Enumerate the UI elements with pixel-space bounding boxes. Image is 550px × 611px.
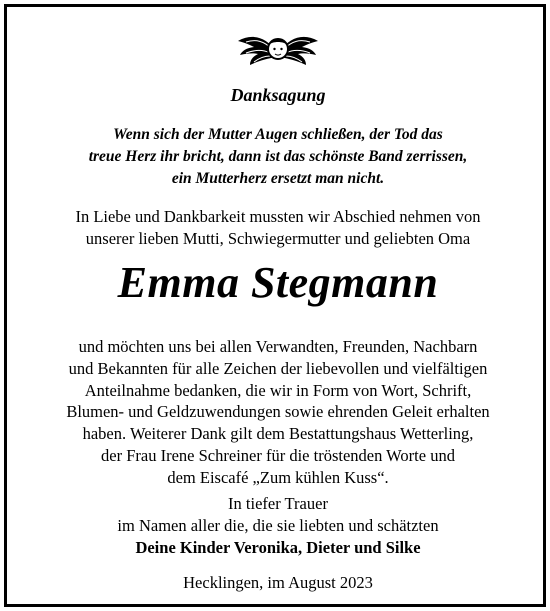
thanks-line: Anteilnahme bedanken, die wir in Form von Wort, Schrift, [84, 380, 472, 400]
intro-text [7, 206, 549, 250]
mourning-line: im Namen aller die, die sie liebten und schätzten [117, 516, 439, 535]
thanks-text [7, 336, 549, 489]
place-date: Hecklingen, im August 2023 [183, 573, 373, 592]
mourning-line: In tiefer Trauer [228, 494, 328, 513]
verse-line: ein Mutterherz ersetzt man nicht. [171, 170, 385, 187]
deceased-name: Emma Stegmann [117, 258, 439, 307]
thanks-line: der Frau Irene Schreiner für die tröstenden Worte und [101, 445, 455, 465]
thanks-line: und Bekannten für alle Zeichen der liebevollen und vielfältigen [68, 358, 488, 378]
thanks-line: Blumen- und Geldzuwendungen sowie ehrenden Geleit erhalten [66, 402, 490, 422]
obituary-card [4, 4, 546, 607]
verse-line: Wenn sich der Mutter Augen schließen, der Tod das [113, 126, 443, 143]
thanks-line: haben. Weiterer Dank gilt dem Bestattungshaus Wetterling, [82, 424, 474, 444]
intro-line: In Liebe und Dankbarkeit mussten wir Abschied nehmen von [75, 207, 481, 226]
page-title: Danksagung [230, 85, 326, 105]
winged-cherub-icon [236, 27, 320, 71]
verse-line: treue Herz ihr bricht, dann ist das schönste Band zerrissen, [88, 148, 468, 165]
memorial-verse [7, 124, 549, 190]
thanks-line: dem Eiscafé „Zum kühlen Kuss“. [167, 467, 389, 487]
ornament [7, 27, 549, 71]
signatories: Deine Kinder Veronika, Dieter und Silke [135, 538, 421, 557]
intro-line: unserer lieben Mutti, Schwiegermutter und geliebten Oma [85, 229, 471, 248]
closing-block [7, 493, 549, 559]
thanks-line: und möchten uns bei allen Verwandten, Freunden, Nachbarn [78, 337, 478, 356]
